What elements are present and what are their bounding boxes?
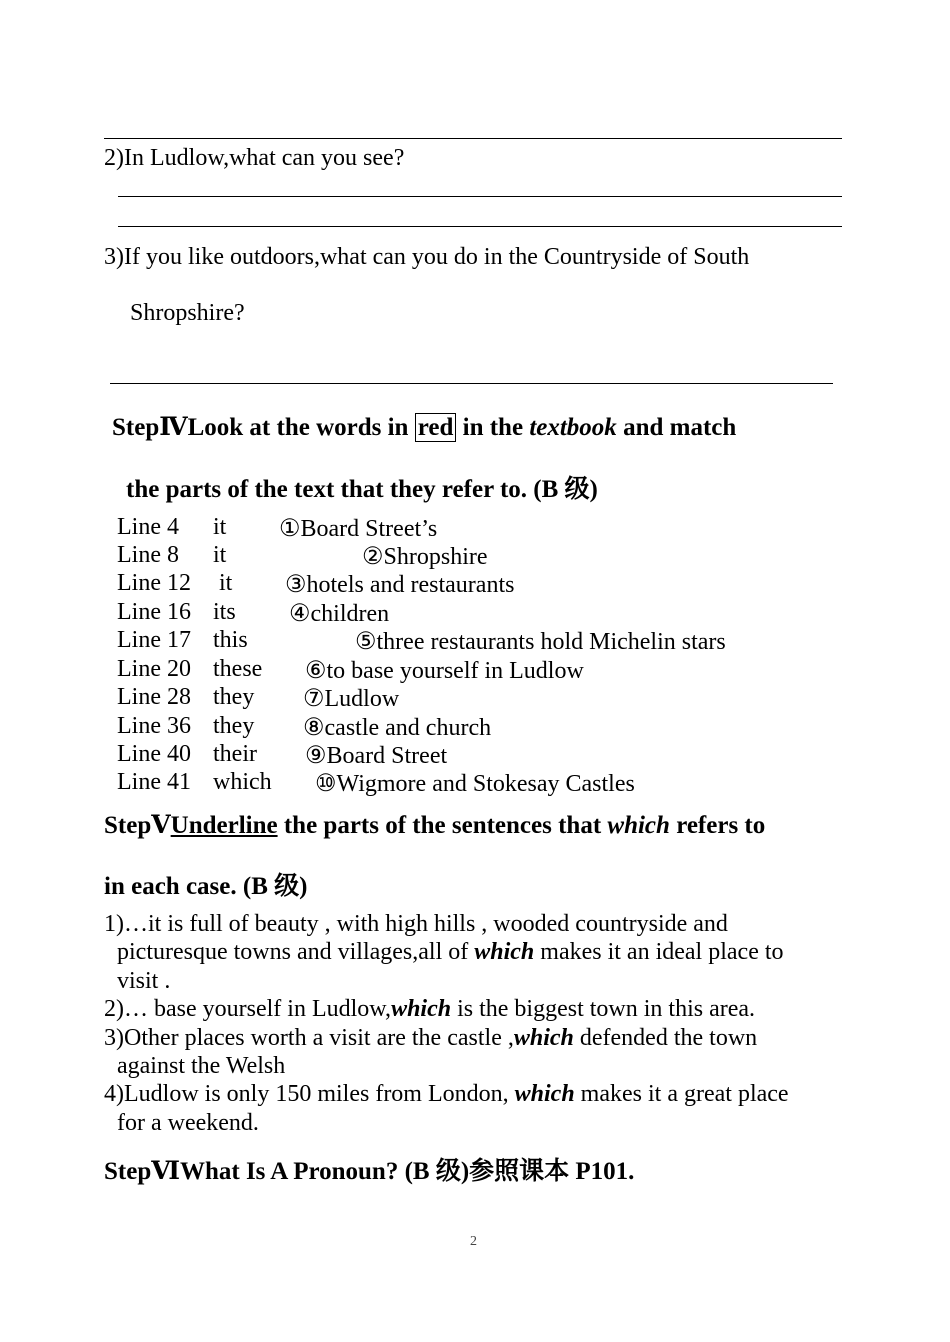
step4-prefix: StepⅣLook at the words in [112,414,409,441]
step4-heading [112,412,736,442]
sentence-1-line-1: 1)…it is full of beauty , with high hills , wooded countryside and [104,911,728,937]
match-row-2 [117,542,877,570]
which-highlight: which [514,1081,575,1107]
step5-mid: the parts of the sentences that [283,812,602,839]
answer-line-2[interactable] [118,196,842,197]
which-highlight: which [391,996,452,1022]
match-answer: ⑥to base yourself in Ludlow [305,658,584,684]
match-line-ref: Line 36 [117,713,191,739]
textbook-word: textbook [529,414,617,441]
match-row-6 [117,656,877,684]
question-3-line-1: 3)If you like outdoors,what can you do in the Countryside of South [104,244,750,270]
step5-heading-line-2: in each case. (B 级) [104,873,308,900]
step5-suffix: refers to [676,812,766,839]
match-row-3 [117,570,877,598]
match-line-ref: Line 16 [117,599,191,625]
which-word: which [607,812,670,839]
match-word: their [213,741,257,767]
answer-line-4[interactable] [110,383,833,384]
match-word: it [213,542,227,568]
match-answer: ⑦Ludlow [303,686,400,712]
match-line-ref: Line 4 [117,514,179,540]
match-line-ref: Line 8 [117,542,179,568]
match-answer: ③hotels and restaurants [285,572,515,598]
which-highlight: which [474,939,535,965]
match-line-ref: Line 12 [117,570,191,596]
match-row-1 [117,514,877,542]
sentence-3-line-1: 3)Other places worth a visit are the castle ,which defended the town [104,1025,758,1051]
step4-suffix: and match [623,414,737,441]
match-row-5 [117,627,877,655]
sentence-1-line-3: visit . [117,968,171,994]
match-row-8 [117,713,877,741]
answer-line-1[interactable] [104,138,842,139]
sentence-1-line-2: picturesque towns and villages,all of which makes it an ideal place to [117,939,784,965]
match-answer: ⑨Board Street [305,743,448,769]
red-word-box: red [415,413,457,442]
match-word: it [219,570,233,596]
match-line-ref: Line 17 [117,627,191,653]
match-word: its [213,599,236,625]
match-answer: ⑤three restaurants hold Michelin stars [355,629,726,655]
match-answer: ⑧castle and church [303,715,492,741]
sentence-4-line-1: 4)Ludlow is only 150 miles from London, which makes it a great place [104,1081,789,1107]
match-row-10 [117,769,877,797]
match-row-7 [117,684,877,712]
match-word: which [213,769,272,795]
question-3-line-2: Shropshire? [130,300,245,326]
answer-line-3[interactable] [118,226,842,227]
which-highlight: which [513,1025,574,1051]
step6-heading: StepⅥWhat Is A Pronoun? (B 级)参照课本 P101. [104,1158,635,1185]
match-row-4 [117,599,877,627]
match-line-ref: Line 40 [117,741,191,767]
sentence-3-line-2: against the Welsh [117,1053,286,1079]
match-word: this [213,627,248,653]
sentence-4-line-2: for a weekend. [117,1110,259,1136]
step4-heading-line-2: the parts of the text that they refer to. (B 级) [126,476,598,503]
step5-prefix: StepⅤ [104,812,171,839]
match-answer: ①Board Street’s [279,516,438,542]
sentence-2: 2)… base yourself in Ludlow,which is the biggest town in this area. [104,996,756,1022]
underline-word: Underline [170,812,278,839]
match-line-ref: Line 28 [117,684,191,710]
match-word: they [213,713,255,739]
match-row-9 [117,741,877,769]
step5-heading [104,810,765,840]
match-word: they [213,684,255,710]
match-answer: ②Shropshire [362,544,488,570]
step4-mid: in the [462,414,524,441]
match-line-ref: Line 41 [117,769,191,795]
question-2: 2)In Ludlow,what can you see? [104,145,405,171]
match-word: it [213,514,227,540]
page-number: 2 [470,1234,477,1249]
match-line-ref: Line 20 [117,656,191,682]
match-answer: ⑩Wigmore and Stokesay Castles [315,771,635,797]
match-answer: ④children [289,601,390,627]
match-word: these [213,656,263,682]
